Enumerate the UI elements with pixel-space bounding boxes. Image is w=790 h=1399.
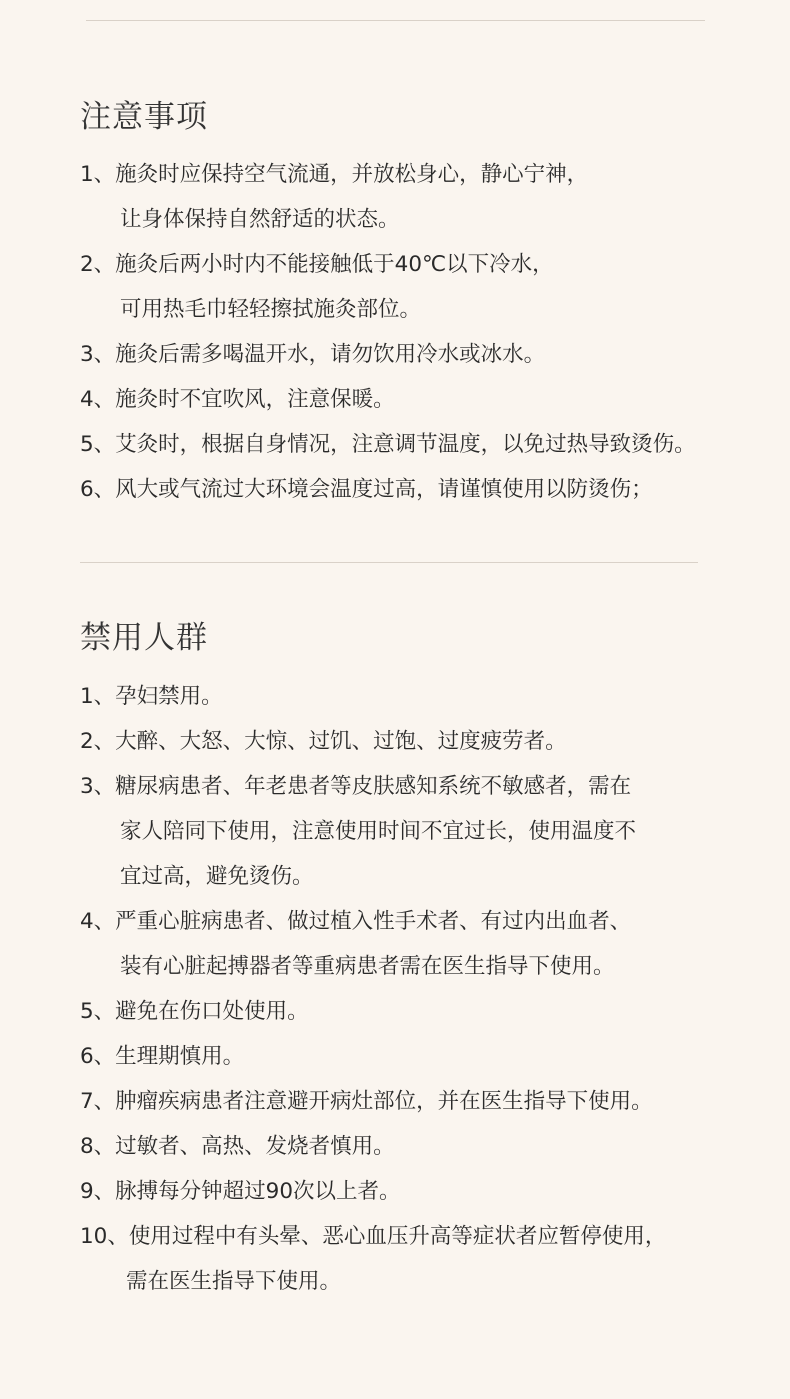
notes-item-line: 1、施灸时应保持空气流通，并放松身心，静心宁神， xyxy=(80,162,589,187)
notes-item xyxy=(80,152,696,242)
banned-item-line: 家人陪同下使用，注意使用时间不宜过长，使用温度不 xyxy=(120,819,637,844)
notes-item xyxy=(80,422,696,467)
notes-item-line: 3、施灸后需多喝温开水，请勿饮用冷水或冰水。 xyxy=(80,342,546,367)
banned-item xyxy=(80,1214,666,1304)
notes-item xyxy=(80,242,696,332)
notes-item-line: 可用热毛巾轻轻擦拭施灸部位。 xyxy=(120,297,422,322)
banned-item xyxy=(80,764,666,899)
banned-item xyxy=(80,899,666,989)
notes-item-line: 2、施灸后两小时内不能接触低于40℃以下冷水， xyxy=(80,252,554,277)
banned-item-line: 7、肿瘤疾病患者注意避开病灶部位，并在医生指导下使用。 xyxy=(80,1089,653,1114)
banned-item-line: 装有心脏起搏器者等重病患者需在医生指导下使用。 xyxy=(120,954,615,979)
banned-item-line: 9、脉搏每分钟超过90次以上者。 xyxy=(80,1179,401,1204)
banned-item-line: 需在医生指导下使用。 xyxy=(126,1269,342,1294)
banned-list xyxy=(80,674,666,1304)
banned-item xyxy=(80,989,666,1034)
banned-item-line: 3、糖尿病患者、年老患者等皮肤感知系统不敏感者，需在 xyxy=(80,774,632,799)
notes-item-line: 让身体保持自然舒适的状态。 xyxy=(120,207,400,232)
notes-item-line: 4、施灸时不宜吹风，注意保暖。 xyxy=(80,387,395,412)
banned-item xyxy=(80,674,666,719)
banned-item xyxy=(80,1079,666,1124)
banned-item-line: 2、大醉、大怒、大惊、过饥、过饱、过度疲劳者。 xyxy=(80,729,567,754)
top-divider xyxy=(86,20,705,21)
banned-item-line: 5、避免在伤口处使用。 xyxy=(80,999,309,1024)
notes-list xyxy=(80,152,696,512)
banned-item xyxy=(80,719,666,764)
section-divider xyxy=(80,562,698,563)
banned-item xyxy=(80,1124,666,1169)
banned-item-line: 4、严重心脏病患者、做过植入性手术者、有过内出血者、 xyxy=(80,909,632,934)
banned-item-line: 8、过敏者、高热、发烧者慎用。 xyxy=(80,1134,395,1159)
banned-item-line: 6、生理期慎用。 xyxy=(80,1044,245,1069)
notes-item xyxy=(80,332,696,377)
notes-item-line: 6、风大或气流过大环境会温度过高，请谨慎使用以防烫伤； xyxy=(80,477,653,502)
banned-item-line: 1、孕妇禁用。 xyxy=(80,684,223,709)
banned-item xyxy=(80,1034,666,1079)
banned-title: 禁用人群 xyxy=(80,620,208,656)
banned-item xyxy=(80,1169,666,1214)
banned-item-line: 10、使用过程中有头晕、恶心血压升高等症状者应暂停使用， xyxy=(80,1224,667,1249)
banned-item-line: 宜过高，避免烫伤。 xyxy=(120,864,314,889)
notes-item xyxy=(80,377,696,422)
notes-title: 注意事项 xyxy=(80,99,208,135)
notes-item xyxy=(80,467,696,512)
notes-item-line: 5、艾灸时，根据自身情况，注意调节温度，以免过热导致烫伤。 xyxy=(80,432,696,457)
